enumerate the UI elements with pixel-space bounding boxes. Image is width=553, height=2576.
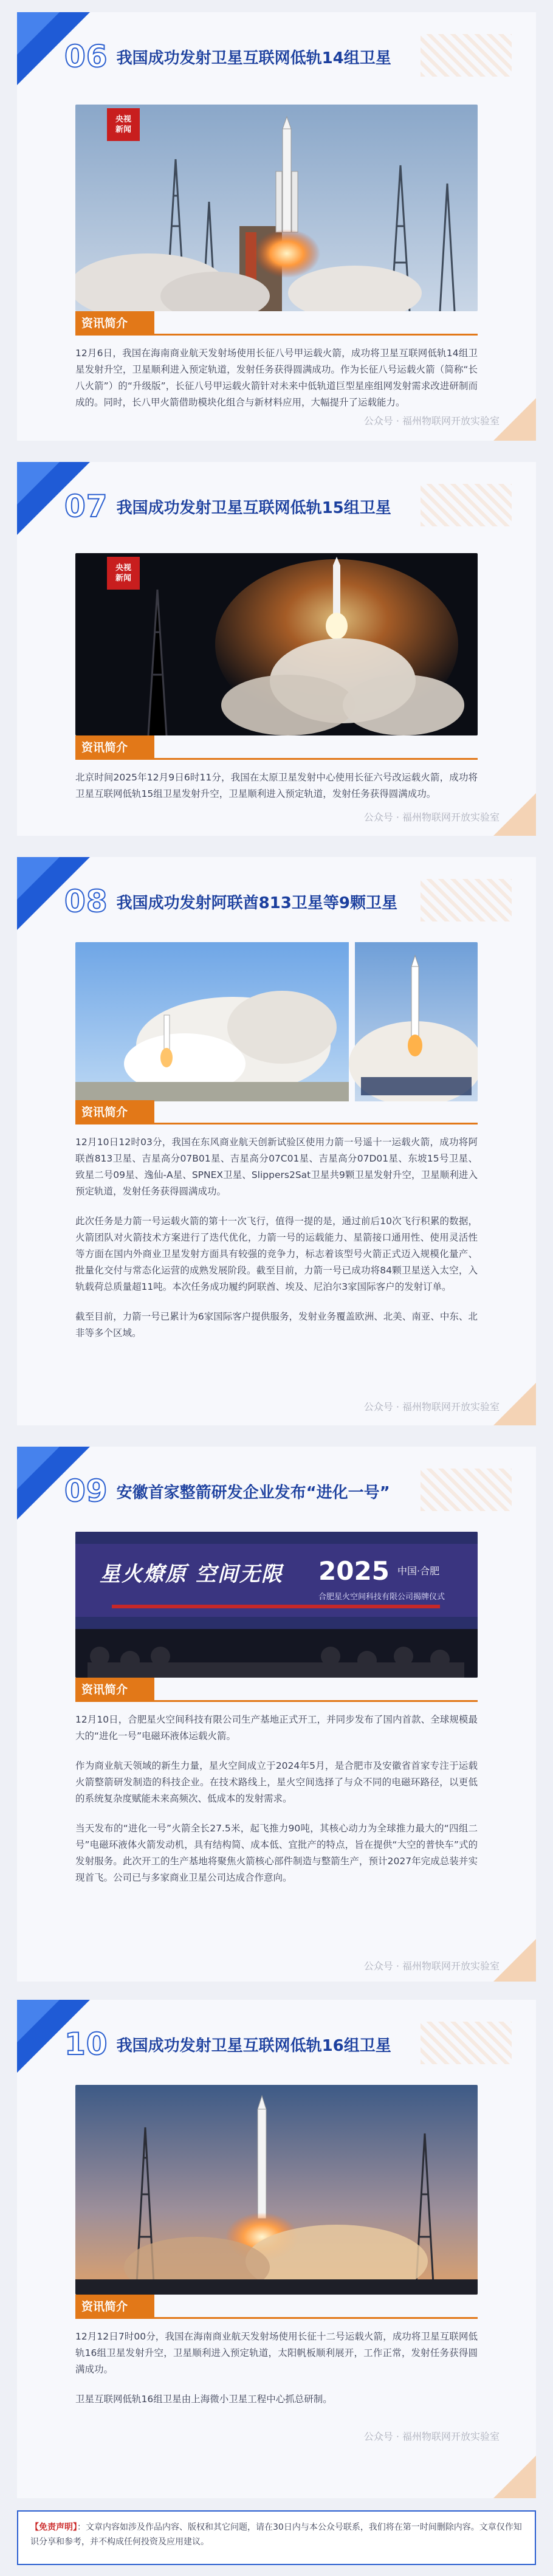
divider: [75, 758, 478, 760]
paragraph: 12月6日，我国在海南商业航天发射场使用长征八号甲运载火箭，成功将卫星互联网低轨14组卫星发射升空，卫星顺利进入预定轨道，发射任务获得圆满成功。作为长征八号运载火箭（简称“长八火箭”）的“升级版”，长征八号甲运载火箭针对未来中低轨道巨型星座组网发射需求改进研制而成的。同时，长八甲火箭借助模块化组合与新材料应用，大幅提升了运载能力。: [75, 348, 478, 408]
divider: [75, 334, 478, 336]
launch-photo: [75, 942, 478, 1101]
launch-photo: [75, 553, 478, 735]
launch-photo: [75, 2085, 478, 2295]
section-header: [64, 2027, 512, 2062]
section-title: 我国成功发射阿联酋813卫星等9颗卫星: [116, 894, 397, 912]
news-card-06: [17, 12, 536, 441]
paragraph: 截至目前，力箭一号已累计为6家国际客户提供服务，发射业务覆盖欧洲、北美、南亚、中东、北非等多个区域。: [75, 1311, 478, 1338]
watermark: 公众号 · 福州物联网开放实验室: [363, 1401, 500, 1413]
section-title: 安徽首家整箭研发企业发布“进化一号”: [116, 1483, 390, 1502]
paragraph: 当天发布的“进化一号”火箭全长27.5米，起飞推力90吨，其核心动力为全球推力最大的“四组二号”电磁环液体火箭发动机，具有结构简、成本低、宜批产的特点，旨在提供“大空的普快车”式的发射服务。此次开工的生产基地将聚焦火箭核心部件制造与整箭生产，预计2027年完成总装并实现首飞。公司已与多家商业卫星公司达成合作意向。: [75, 1823, 478, 1883]
paragraph: 作为商业航天领域的新生力量，星火空间成立于2024年5月，是合肥市及安徽省首家专注于运载火箭整箭研发制造的科技企业。在技术路线上，星火空间选择了与众不同的电磁环路径，以更低的系统复杂度赋能未来高频次、低成本的发射需求。: [75, 1760, 478, 1804]
section-title: 我国成功发射卫星互联网低轨15组卫星: [116, 498, 391, 517]
watermark: 公众号 · 福州物联网开放实验室: [363, 415, 500, 427]
paragraph: 卫星互联网低轨16组卫星由上海微小卫星工程中心抓总研制。: [75, 2394, 332, 2405]
cctv-news-logo: 央视 新闻: [107, 108, 140, 141]
corner-decoration: [17, 857, 60, 900]
corner-decoration: [17, 462, 60, 505]
section-title: 我国成功发射卫星互联网低轨14组卫星: [116, 49, 391, 67]
banner-subtitle: 合肥星火空间科技有限公司揭牌仪式: [318, 1593, 445, 1602]
banner-location: 中国·合肥: [397, 1565, 440, 1577]
corner-decoration: [493, 793, 536, 836]
corner-decoration: [493, 1939, 536, 1982]
section-body: [75, 1134, 478, 1355]
section-body: [75, 345, 478, 424]
paragraph: 12月10日，合肥星火空间科技有限公司生产基地正式开工，并同步发布了国内首款、全球规模最大的“进化一号”电磁环液体运载火箭。: [75, 1714, 478, 1741]
watermark: 公众号 · 福州物联网开放实验室: [363, 811, 500, 823]
news-card-09: [17, 1447, 536, 1982]
section-body: [75, 770, 478, 816]
section-body: [75, 2329, 478, 2421]
event-photo: [75, 1532, 478, 1678]
section-header: [64, 1473, 512, 1509]
info-label: 资讯简介: [75, 1100, 154, 1124]
section-number: 07: [64, 489, 108, 524]
paragraph: 此次任务是力箭一号运载火箭的第十一次飞行，值得一提的是，通过前后10次飞行积累的数据，火箭团队对火箭技术方案进行了迭代优化，力箭一号的运载能力、星箭接口通用性、使用灵活性等方面在国内外商业卫星发射方面具有较强的竞争力，标志着该型号火箭正式迈入规模化量产、批量化交付与常态化运营的成熟发展阶段。截至目前，力箭一号已成功将84颗卫星送入太空，入轨载荷总质量超11吨。本次任务成功履约阿联酋、埃及、尼泊尔3家国际客户的发射订单。: [75, 1216, 478, 1292]
section-header: [64, 41, 512, 72]
section-number: 10: [64, 2027, 108, 2062]
section-header: [64, 491, 512, 522]
news-card-08: [17, 857, 536, 1425]
divider: [75, 1700, 478, 1702]
info-label: 资讯简介: [75, 311, 154, 336]
corner-decoration: [17, 2000, 60, 2042]
launch-photo: [75, 105, 478, 311]
disclaimer-text: ：文章内容如涉及作品内容、版权和其它问题，请在30日内与本公众号联系，我们将在第一时间删除内容。文章仅作知识分享和参考，并不构成任何投资及应用建议。: [30, 2523, 522, 2547]
paragraph: 12月10日12时03分，我国在东风商业航天创新试验区使用力箭一号遥十一运载火箭，成功将阿联酋813卫星、吉星高分07B01星、吉星高分07C01星、吉星高分07D01星、东坡15号卫星、致星二号09星、逸仙-A星、SPNEX卫星、Slippers2Sat卫星共9颗卫星发射升空，卫星顺利进入预定轨道，发射任务获得圆满成功。: [75, 1137, 478, 1197]
disclaimer-box: [17, 2510, 536, 2565]
corner-decoration: [17, 1447, 60, 1489]
watermark: 公众号 · 福州物联网开放实验室: [363, 1960, 500, 1972]
info-label: 资讯简介: [75, 2295, 154, 2319]
info-label: 资讯简介: [75, 1678, 154, 1702]
section-number: 08: [64, 884, 108, 919]
watermark: 公众号 · 福州物联网开放实验室: [363, 2431, 500, 2442]
news-card-10: [17, 2000, 536, 2498]
divider: [75, 2317, 478, 2319]
section-number: 09: [64, 1473, 108, 1509]
paragraph: 12月12日7时00分，我国在海南商业航天发射场使用长征十二号运载火箭，成功将卫星互联网低轨16组卫星发射升空，卫星顺利进入预定轨道，太阳帆板顺利展开，工作正常，发射任务获得圆满成功。: [75, 2331, 478, 2375]
banner-year: 2025: [318, 1556, 390, 1586]
corner-decoration: [493, 1383, 536, 1425]
cctv-news-logo: 央视 新闻: [107, 557, 140, 590]
section-title: 我国成功发射卫星互联网低轨16组卫星: [116, 2036, 391, 2055]
corner-decoration: [17, 12, 60, 55]
news-card-07: [17, 462, 536, 836]
paragraph: 北京时间2025年12月9日6时11分，我国在太原卫星发射中心使用长征六号改运载火箭，成功将卫星互联网低轨15组卫星发射升空，卫星顺利进入预定轨道，发射任务获得圆满成功。: [75, 772, 478, 799]
corner-decoration: [493, 398, 536, 441]
divider: [75, 1123, 478, 1124]
section-body: [75, 1712, 478, 1899]
corner-decoration: [493, 2456, 536, 2498]
info-label: 资讯简介: [75, 735, 154, 760]
disclaimer-heading: 【免责声明】: [30, 2523, 77, 2532]
section-number: 06: [64, 39, 108, 74]
section-header: [64, 886, 512, 917]
banner-slogan: 星火燎原 空间无限: [100, 1562, 283, 1586]
